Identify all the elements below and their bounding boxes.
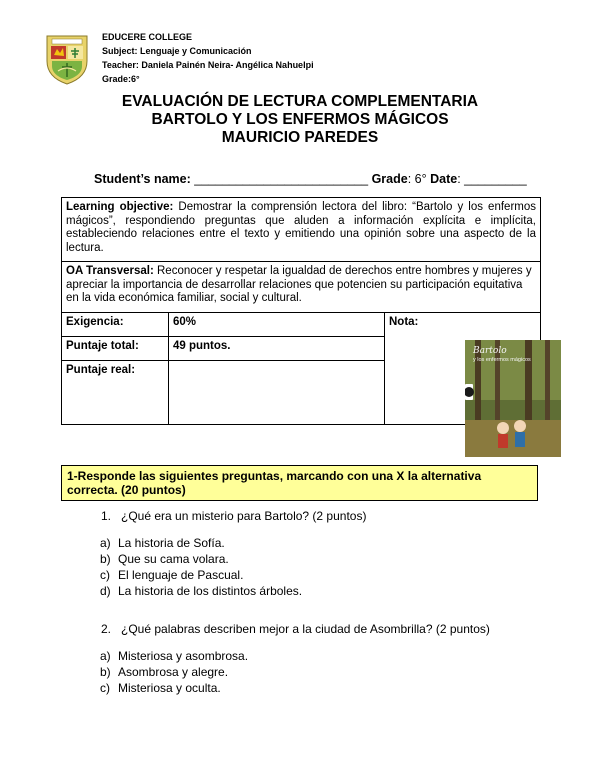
learning-objective-cell bbox=[62, 198, 541, 262]
question-1 bbox=[101, 509, 366, 523]
grade-line: Grade:6° bbox=[102, 74, 140, 84]
exigencia-label: Exigencia: bbox=[62, 313, 169, 337]
grade-value: : 6° bbox=[407, 172, 427, 186]
school-name: EDUCERE COLLEGE bbox=[102, 32, 193, 42]
title-line-3: MAURICIO PAREDES bbox=[221, 129, 379, 146]
exigencia-value: 60% bbox=[169, 313, 385, 337]
student-info-line bbox=[94, 172, 527, 186]
book-cover-subtitle: y los enfermos mágicos bbox=[473, 357, 531, 363]
question-2-text: ¿Qué palabras describen mejor a la ciudad de Asombrilla? (2 puntos) bbox=[121, 622, 490, 636]
q1-option-b[interactable]: b) Que su cama volara. bbox=[100, 552, 229, 566]
q1-option-c[interactable]: c) El lenguaje de Pascual. bbox=[100, 568, 244, 582]
q1-option-a[interactable]: a) La historia de Sofía. bbox=[100, 536, 225, 550]
q2-option-c[interactable]: c) Misteriosa y oculta. bbox=[100, 681, 221, 695]
q2-option-b[interactable]: b) Asombrosa y alegre. bbox=[100, 665, 229, 679]
nota-label: Nota: bbox=[389, 316, 419, 328]
grade-label: Grade bbox=[371, 172, 408, 186]
transversal-text: Reconocer y respetar la igualdad de derechos entre hombres y mujeres y apreciar la importancia de desarrollar relaciones que potencien su participación equitativa en la vida económica familiar, social y cultural. bbox=[66, 265, 532, 304]
student-name-blank[interactable]: _________________________ bbox=[194, 172, 369, 186]
real-value-cell[interactable] bbox=[169, 361, 385, 425]
q1-option-d[interactable]: d) La historia de los distintos árboles. bbox=[100, 584, 303, 598]
section-1-instruction: 1-Responde las siguientes preguntas, marcando con una X la alternativa correcta. (20 puntos) bbox=[61, 465, 538, 501]
question-2-number: 2. bbox=[101, 622, 112, 636]
title-line-2: BARTOLO Y LOS ENFERMOS MÁGICOS bbox=[151, 111, 449, 128]
title-line-1: EVALUACIÓN DE LECTURA COMPLEMENTARIA bbox=[121, 93, 479, 110]
learning-objective-label: Learning objective: bbox=[66, 201, 174, 213]
teacher-line: Teacher: Daniela Painén Neira- Angélica Nahuelpi bbox=[102, 60, 314, 70]
book-cover-title: Bartolo bbox=[473, 346, 507, 356]
total-label: Puntaje total: bbox=[62, 337, 169, 361]
q2-option-a[interactable]: a) Misteriosa y asombrosa. bbox=[100, 649, 249, 663]
learning-objective-text: Demostrar la comprensión lectora del libro: “Bartolo y los enfermos mágicos”, respondiendo preguntas que aluden a información explícita e implícita, estableciendo relaciones entre el texto y emitiendo una opinión sobre una aspecto de la lectura. bbox=[66, 201, 536, 254]
book-cover-image bbox=[465, 340, 561, 457]
school-info bbox=[102, 30, 314, 86]
subject-line: Subject: Lenguaje y Comunicación bbox=[102, 46, 252, 56]
question-1-number: 1. bbox=[101, 509, 112, 523]
school-crest-logo bbox=[44, 33, 90, 85]
date-label: Date bbox=[430, 172, 458, 186]
question-2 bbox=[101, 622, 490, 636]
date-blank[interactable]: : _________ bbox=[457, 172, 527, 186]
student-name-label: Student’s name: bbox=[94, 172, 191, 186]
question-1-text: ¿Qué era un misterio para Bartolo? (2 puntos) bbox=[121, 509, 367, 523]
transversal-label: OA Transversal: bbox=[66, 265, 154, 277]
real-label: Puntaje real: bbox=[62, 361, 169, 425]
transversal-cell bbox=[62, 262, 541, 313]
total-value: 49 puntos. bbox=[169, 337, 385, 361]
